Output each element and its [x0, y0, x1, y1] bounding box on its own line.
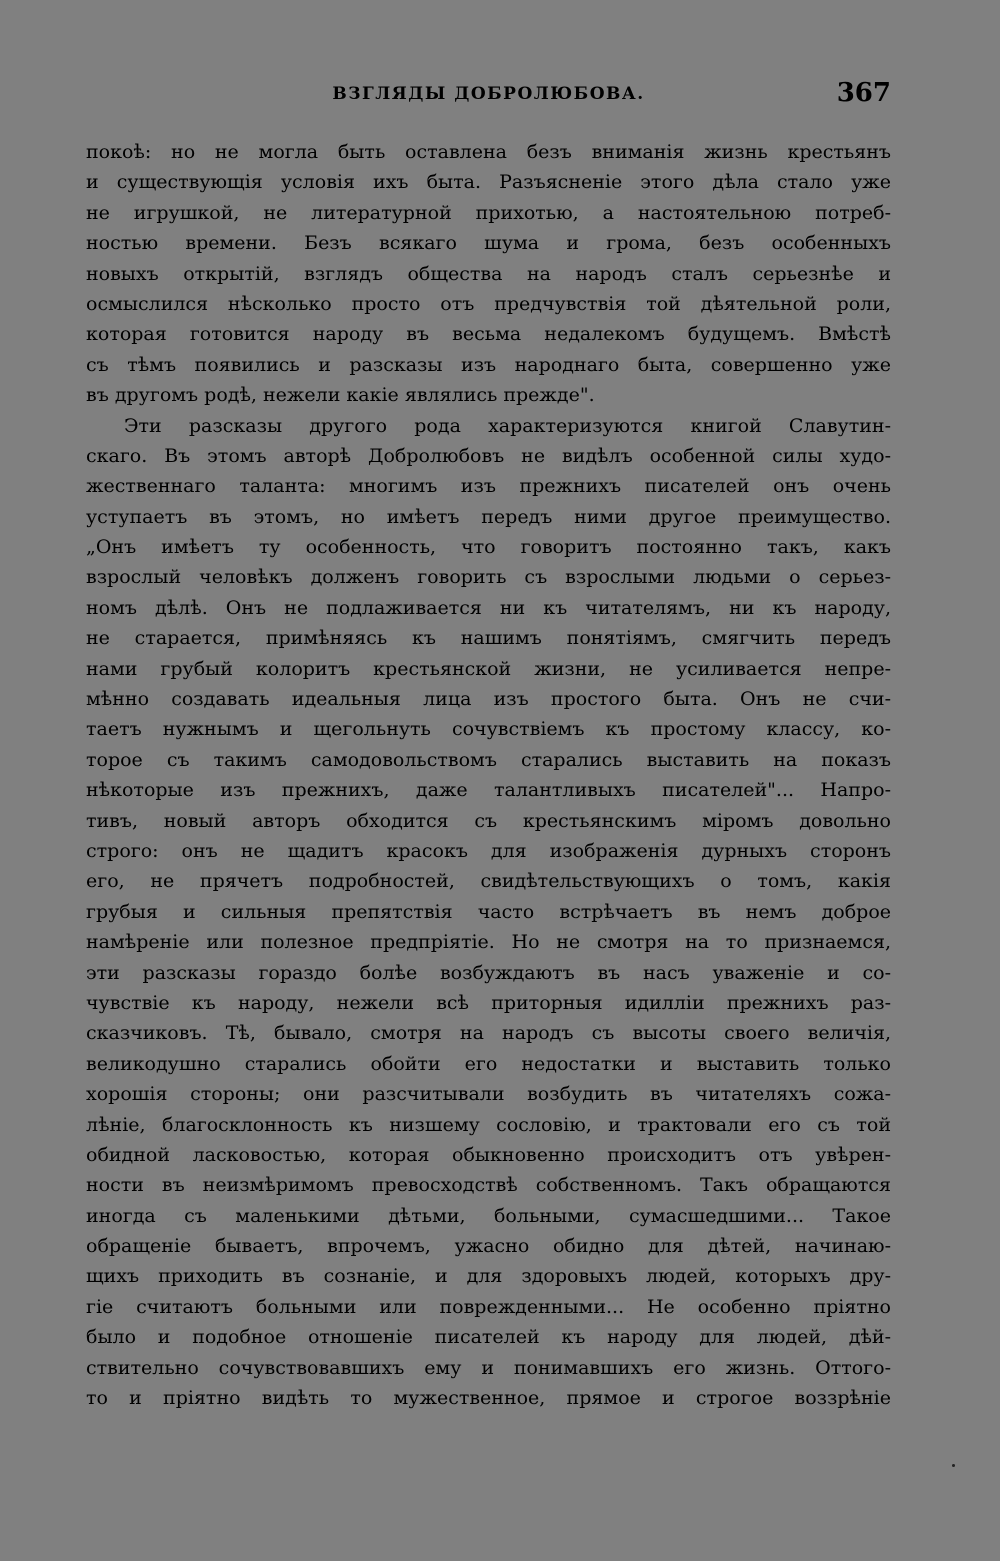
text-line: не игрушкой, не литературной прихотью, а настоятельною потреб- — [86, 201, 891, 224]
text-line: ностью времени. Безъ всякаго шума и грома, безъ особенныхъ — [86, 232, 891, 255]
text-line: скаго. Въ этомъ авторѣ Добролюбовъ не видѣлъ особенной силы худо- — [86, 444, 891, 467]
text-line: то и пріятно видѣть то мужественное, прямое и строгое воззрѣніе — [86, 1387, 891, 1410]
text-line: намѣреніе или полезное предпріятіе. Но не смотря на то признаемся, — [86, 931, 891, 954]
text-line: уступаетъ въ этомъ, но имѣетъ передъ ними другое преимущество. — [86, 505, 891, 528]
text-line: чувствіе къ народу, нежели всѣ приторныя идилліи прежнихъ раз- — [86, 991, 891, 1014]
text-line: великодушно старались обойти его недостатки и выставить только — [86, 1052, 891, 1075]
text-line: грубыя и сильныя препятствія часто встрѣчаетъ въ немъ доброе — [86, 900, 891, 923]
text-line: осмыслился нѣсколько просто отъ предчувствія той дѣятельной роли, — [86, 292, 891, 315]
text-line: жественнаго таланта: многимъ изъ прежнихъ писателей онъ очень — [86, 475, 891, 498]
text-line: и существующія условія ихъ быта. Разъясненіе этого дѣла стало уже — [86, 171, 891, 194]
text-line: щихъ приходить въ сознаніе, и для здоровыхъ людей, которыхъ дру- — [86, 1265, 891, 1288]
text-line: ствительно сочувствовавшихъ ему и понимавшихъ его жизнь. Оттого- — [86, 1356, 891, 1379]
text-line: гіе считаютъ больными или поврежденными... Не особенно пріятно — [86, 1295, 891, 1318]
text-line: было и подобное отношеніе писателей къ народу для людей, дѣй- — [86, 1326, 891, 1349]
text-line: сказчиковъ. Тѣ, бывало, смотря на народъ съ высоты своего величія, — [86, 1022, 891, 1045]
text-line: покоѣ: но не могла быть оставлена безъ вниманія жизнь крестьянъ — [86, 141, 891, 163]
text-line: ности въ неизмѣримомъ превосходствѣ собственномъ. Такъ обращаются — [86, 1174, 891, 1197]
text-line: строго: онъ не щадитъ красокъ для изображенія дурныхъ сторонъ — [86, 839, 891, 862]
body-text — [86, 137, 891, 1413]
text-line: обидной ласковостью, которая обыкновенно происходитъ отъ увѣрен- — [86, 1143, 891, 1166]
text-line: взрослый человѣкъ долженъ говорить съ взрослыми людьми о серьез- — [86, 566, 891, 589]
text-line: не старается, примѣняясь къ нашимъ понятіямъ, смягчить передъ — [86, 627, 891, 650]
page-header — [86, 78, 891, 110]
text-line: нами грубый колоритъ крестьянской жизни, не усиливается непре- — [86, 657, 891, 680]
text-line: тивъ, новый авторъ обходится съ крестьянскимъ міромъ довольно — [86, 809, 891, 832]
margin-speck — [952, 1464, 955, 1467]
text-line: мѣнно создавать идеальныя лица изъ простого быта. Онъ не счи- — [86, 688, 891, 711]
text-line: номъ дѣлѣ. Онъ не подлаживается ни къ читателямъ, ни къ народу, — [86, 596, 891, 619]
text-line: хорошія стороны; они разсчитывали возбудить въ читателяхъ сожа- — [86, 1083, 891, 1106]
text-line: въ другомъ родѣ, нежели какіе являлись прежде". — [86, 384, 595, 407]
text-line: иногда съ маленькими дѣтьми, больными, сумасшедшими... Такое — [86, 1204, 891, 1227]
text-line: эти разсказы гораздо болѣе возбуждаютъ въ насъ уваженіе и со- — [86, 961, 891, 984]
running-title: ВЗГЛЯДЫ ДОБРОЛЮБОВА. — [332, 84, 645, 104]
paragraph-start-line: Эти разсказы другого рода характеризуются книгой Славутин- — [124, 414, 891, 437]
text-line: лѣніе, благосклонность къ низшему сословію, и трактовали его съ той — [86, 1113, 891, 1136]
text-line: торое съ такимъ самодовольствомъ старались выставить на показъ — [86, 748, 891, 771]
text-line: новыхъ открытій, взглядъ общества на народъ сталъ серьезнѣе и — [86, 262, 891, 285]
text-line: обращеніе бываетъ, впрочемъ, ужасно обидно для дѣтей, начинаю- — [86, 1235, 891, 1258]
text-line: его, не прячетъ подробностей, свидѣтельствующихъ о томъ, какія — [86, 870, 891, 893]
text-line: нѣкоторые изъ прежнихъ, даже талантливыхъ писателей"... Напро- — [86, 779, 891, 802]
text-line: съ тѣмъ появились и разсказы изъ народнаго быта, совершенно уже — [86, 353, 891, 376]
text-line: „Онъ имѣетъ ту особенность, что говоритъ постоянно такъ, какъ — [86, 536, 891, 559]
text-line: которая готовится народу въ весьма недалекомъ будущемъ. Вмѣстѣ — [86, 323, 891, 346]
page-number: 367 — [836, 78, 891, 108]
text-line: таетъ нужнымъ и щегольнуть сочувствіемъ къ простому классу, ко- — [86, 718, 891, 741]
